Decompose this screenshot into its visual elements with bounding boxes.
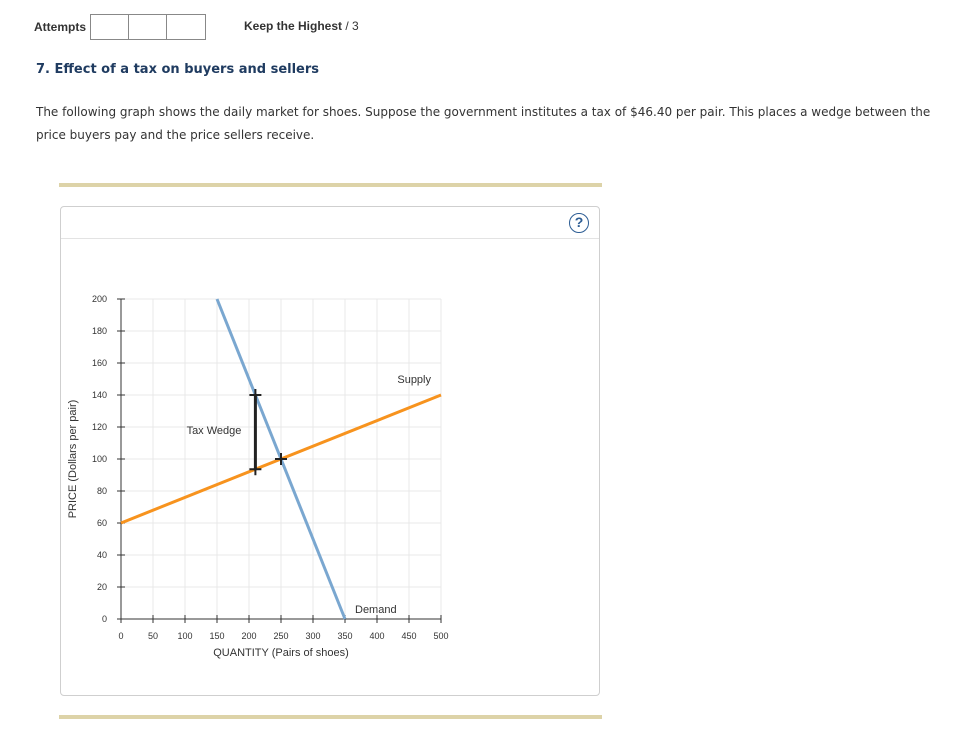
chart (61, 207, 599, 695)
y-tick-label: 0 (101, 614, 107, 624)
y-tick-label: 80 (96, 486, 107, 496)
question-title: 7. Effect of a tax on buyers and sellers (36, 62, 320, 77)
attempts-total: / 3 (342, 19, 359, 33)
y-tick-label: 100 (91, 454, 107, 464)
attempts-label: Attempts (34, 20, 87, 34)
y-tick-label: 40 (96, 550, 107, 560)
y-tick-label: 20 (96, 582, 107, 592)
question-body: The following graph shows the daily market for shoes. Suppose the government institutes a tax of $46.40 per pair. This places a wedge between the price buyers pay and the price sellers receive. (36, 105, 931, 142)
x-axis-label: QUANTITY (Pairs of shoes) (213, 647, 349, 659)
x-tick-label: 0 (118, 631, 124, 641)
keep-highest-label (244, 19, 359, 33)
y-tick-label: 200 (91, 294, 107, 304)
y-tick-label: 60 (96, 518, 107, 528)
x-tick-label: 50 (147, 631, 159, 641)
attempt-box (129, 15, 167, 39)
x-tick-label: 400 (369, 631, 385, 641)
bottom-rule (59, 715, 602, 719)
y-tick-label: 120 (91, 422, 107, 432)
demand-label: Demand (355, 604, 397, 616)
x-tick-label: 350 (337, 631, 353, 641)
x-tick-label: 500 (433, 631, 449, 641)
y-axis-label: PRICE (Dollars per pair) (67, 399, 79, 519)
help-icon[interactable]: ? (569, 213, 589, 233)
attempt-box (91, 15, 129, 39)
x-tick-label: 250 (273, 631, 289, 641)
x-tick-label: 450 (401, 631, 417, 641)
graph-panel (60, 206, 600, 696)
attempts-row (34, 14, 206, 40)
keep-highest-text: Keep the Highest (244, 19, 343, 33)
y-tick-label: 140 (91, 390, 107, 400)
x-tick-label: 150 (209, 631, 225, 641)
supply-label: Supply (397, 374, 431, 386)
x-tick-label: 200 (241, 631, 257, 641)
y-tick-label: 160 (91, 358, 107, 368)
tax-wedge-label: Tax Wedge (186, 425, 242, 438)
x-tick-label: 300 (305, 631, 321, 641)
y-tick-label: 180 (91, 326, 107, 336)
attempt-box (167, 15, 205, 39)
x-tick-label: 100 (177, 631, 193, 641)
top-rule (59, 183, 602, 187)
attempt-boxes (90, 14, 206, 40)
